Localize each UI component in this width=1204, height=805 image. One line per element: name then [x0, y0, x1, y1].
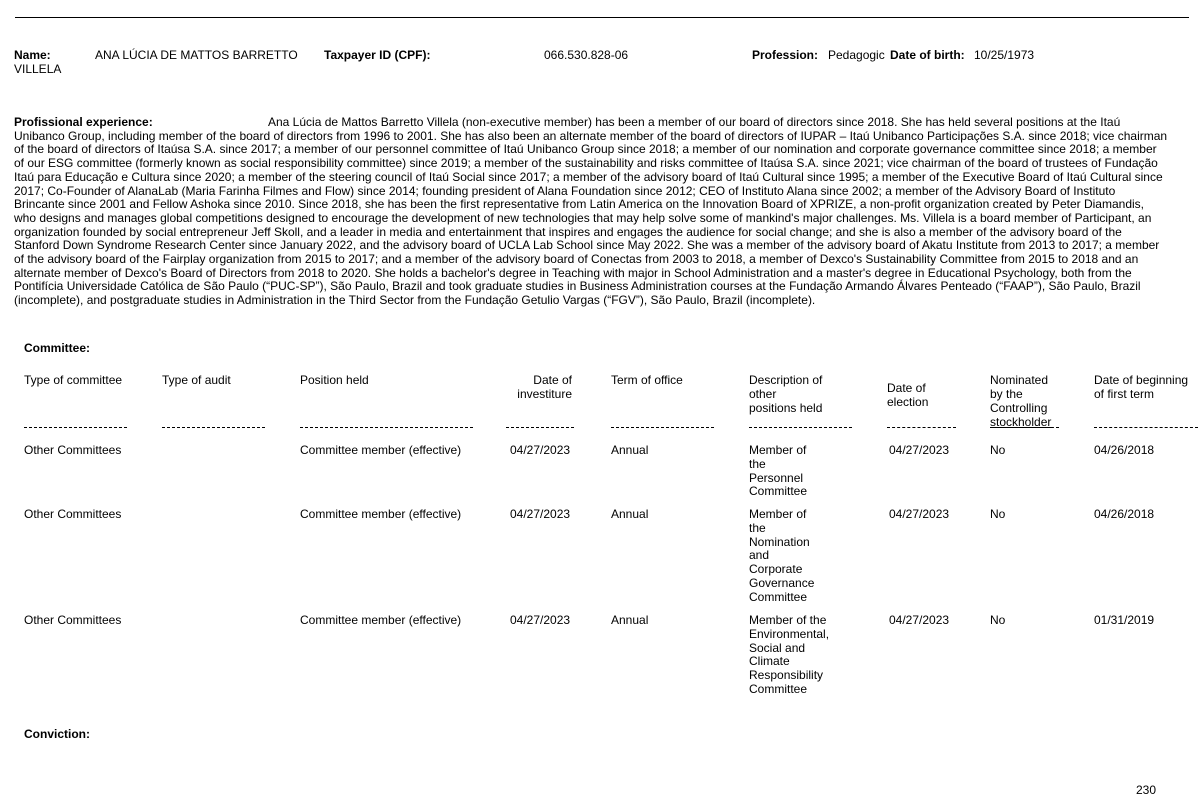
header-description-other-positions: Description of other positions held [749, 373, 823, 415]
header-underline [990, 427, 1059, 428]
name-value: ANA LÚCIA DE MATTOS BARRETTO [95, 48, 298, 62]
table-cell-date-of-first-term: 04/26/2018 [1094, 507, 1155, 521]
header-nominated-by-controlling: Nominated by the Controlling stockholder [990, 373, 1052, 429]
experience-label: Profissional experience: [14, 115, 153, 129]
table-cell-date-of-first-term: 04/26/2018 [1094, 443, 1155, 457]
table-cell-type-of-committee: Other Committees [24, 507, 122, 521]
experience-line: 2017; Co-Founder of AlanaLab (Maria Farinha Filmes and Flow) since 2014; founding president of Alana Foundation since 2012; CEO of Instituto Alana since 2002; a member of the Advisory Board of Instituto [14, 183, 1116, 198]
header-type-of-committee: Type of committee [24, 373, 123, 387]
table-cell-nominated: No [990, 443, 1006, 457]
committee-heading: Committee: [24, 341, 91, 355]
cpf-value: 066.530.828-06 [544, 48, 629, 62]
header-underline [887, 427, 956, 428]
experience-line: of the board of directors of Itaúsa S.A. since 2017; a member of our personnel committee of Itaú Unibanco Group since 2018; a member of our nomination and corporate governance committee since 2018; a member [14, 142, 1157, 157]
table-cell-type-of-committee: Other Committees [24, 443, 122, 457]
table-cell-type-of-committee: Other Committees [24, 613, 122, 627]
table-cell-position-held: Committee member (effective) [300, 443, 462, 457]
table-cell-position-held: Committee member (effective) [300, 507, 462, 521]
table-cell-description: Member of the Personnel Committee [749, 443, 808, 499]
header-term-of-office: Term of office [611, 373, 683, 387]
header-type-of-audit: Type of audit [162, 373, 231, 387]
header-underline [24, 427, 127, 428]
header-date-of-investiture: Date of investiture [517, 373, 572, 401]
profession-value: Pedagogic [828, 48, 885, 62]
header-underline [162, 427, 265, 428]
experience-text: Ana Lúcia de Mattos Barretto Villela (non-executive member) has been a member of our board of directors since 2018. She has held several positions at the Itaú [268, 115, 1121, 129]
table-cell-date-of-election: 04/27/2023 [889, 613, 950, 627]
dob-label: Date of birth: [890, 48, 965, 62]
professional-experience [14, 116, 1194, 308]
name-label: Name: [14, 48, 51, 62]
header-date-of-election: Date of election [887, 381, 929, 409]
top-rule [15, 17, 1189, 18]
table-cell-term-of-office: Annual [611, 507, 649, 521]
experience-line [14, 116, 1194, 130]
conviction-heading: Conviction: [24, 727, 90, 741]
header-underline [506, 427, 574, 428]
experience-line: (incomplete), and postgraduate studies in Administration in the Third Sector from the Fundação Getulio Vargas (“FGV”), São Paulo, Brazil (incomplete). [14, 293, 816, 308]
experience-line: of our ESG committee (formerly known as social responsibility committee) since 2019; a member of the sustainability and risks committee of Itaúsa S.A. since 2021; vice chairman of the board of trustees of Fundação [14, 156, 1158, 171]
header-underline [611, 427, 714, 428]
table-cell-nominated: No [990, 507, 1006, 521]
cpf-label: Taxpayer ID (CPF): [324, 48, 431, 62]
table-cell-date-of-investiture: 04/27/2023 [510, 507, 571, 521]
experience-line: of the advisory board of the Fairplay organization from 2015 to 2017; and a member of the advisory board of Conectas from 2003 to 2018, a member of Dexco's Sustainability Committee from 2015 to 2018 and an [14, 252, 1139, 267]
profession-label: Profession: [752, 48, 819, 62]
table-cell-description: Member of the Nomination and Corporate Governance Committee [749, 507, 815, 604]
table-cell-term-of-office: Annual [611, 613, 649, 627]
header-underline [300, 427, 473, 428]
header-underline [749, 427, 852, 428]
dob-value: 10/25/1973 [974, 48, 1035, 62]
table-cell-date-of-investiture: 04/27/2023 [510, 443, 571, 457]
experience-line: organization founded by social entrepreneur Jeff Skoll, and a leader in media and entertainment that inspires and engages the audience for social change; and she is also a member of the advisory board of the [14, 224, 1122, 239]
header-position-held: Position held [300, 373, 369, 387]
experience-line: Stanford Down Syndrome Research Center since January 2022, and the advisory board of UCLA Lab School since May 2022. She was a member of the advisory board of Akatu Institute from 2013 to 2017; a member [14, 238, 1160, 253]
table-cell-date-of-election: 04/27/2023 [889, 507, 950, 521]
table-cell-nominated: No [990, 613, 1006, 627]
table-cell-date-of-election: 04/27/2023 [889, 443, 950, 457]
table-cell-description: Member of the Environmental, Social and Climate Responsibility Committee [749, 613, 830, 696]
experience-line: Pontifícia Universidade Católica de São Paulo (“PUC-SP”), São Paulo, Brazil and took graduate studies in Business Administration courses at the Fundação Armando Álvares Penteado (“FAAP”), São Paulo, Brazil [14, 279, 1141, 294]
page-number: 230 [1136, 783, 1157, 797]
experience-line: who designs and manages global competitions designed to encourage the development of new technologies that may help solve some of mankind's major challenges. Ms. Villela is a board member of Participant, an [14, 210, 1152, 225]
header-date-of-first-term: Date of beginning of first term [1094, 373, 1189, 401]
table-cell-position-held: Committee member (effective) [300, 613, 462, 627]
experience-line: Brincante since 2001 and Fellow Ashoka since 2010. Since 2018, she has been the first representative from Latin America on the Innovation Board of XPRIZE, a non-profit organization created by Peter Diamandis, [14, 197, 1144, 212]
table-cell-date-of-first-term: 01/31/2019 [1094, 613, 1155, 627]
table-cell-date-of-investiture: 04/27/2023 [510, 613, 571, 627]
experience-line: Unibanco Group, including member of the board of directors from 1996 to 2001. She has also been an alternate member of the board of directors of IUPAR – Itaú Unibanco Participações S.A. since 2018; vice chairman [14, 128, 1168, 143]
experience-line: Itaú para Educação e Cultura since 2020; a member of the steering council of Itaú Social since 2017; a member of the advisory board of Itaú Cultural since 1995; a member of the Executive Board of Itaú Cultural since [14, 169, 1163, 184]
table-cell-term-of-office: Annual [611, 443, 649, 457]
header-underline [1094, 427, 1198, 428]
experience-line: alternate member of Dexco's Board of Directors from 2018 to 2020. She holds a bachelor's degree in Teaching with major in School Administration and a master's degree in Educational Psychology, both from the [14, 265, 1132, 280]
name-value-cont: VILLELA [14, 62, 62, 76]
